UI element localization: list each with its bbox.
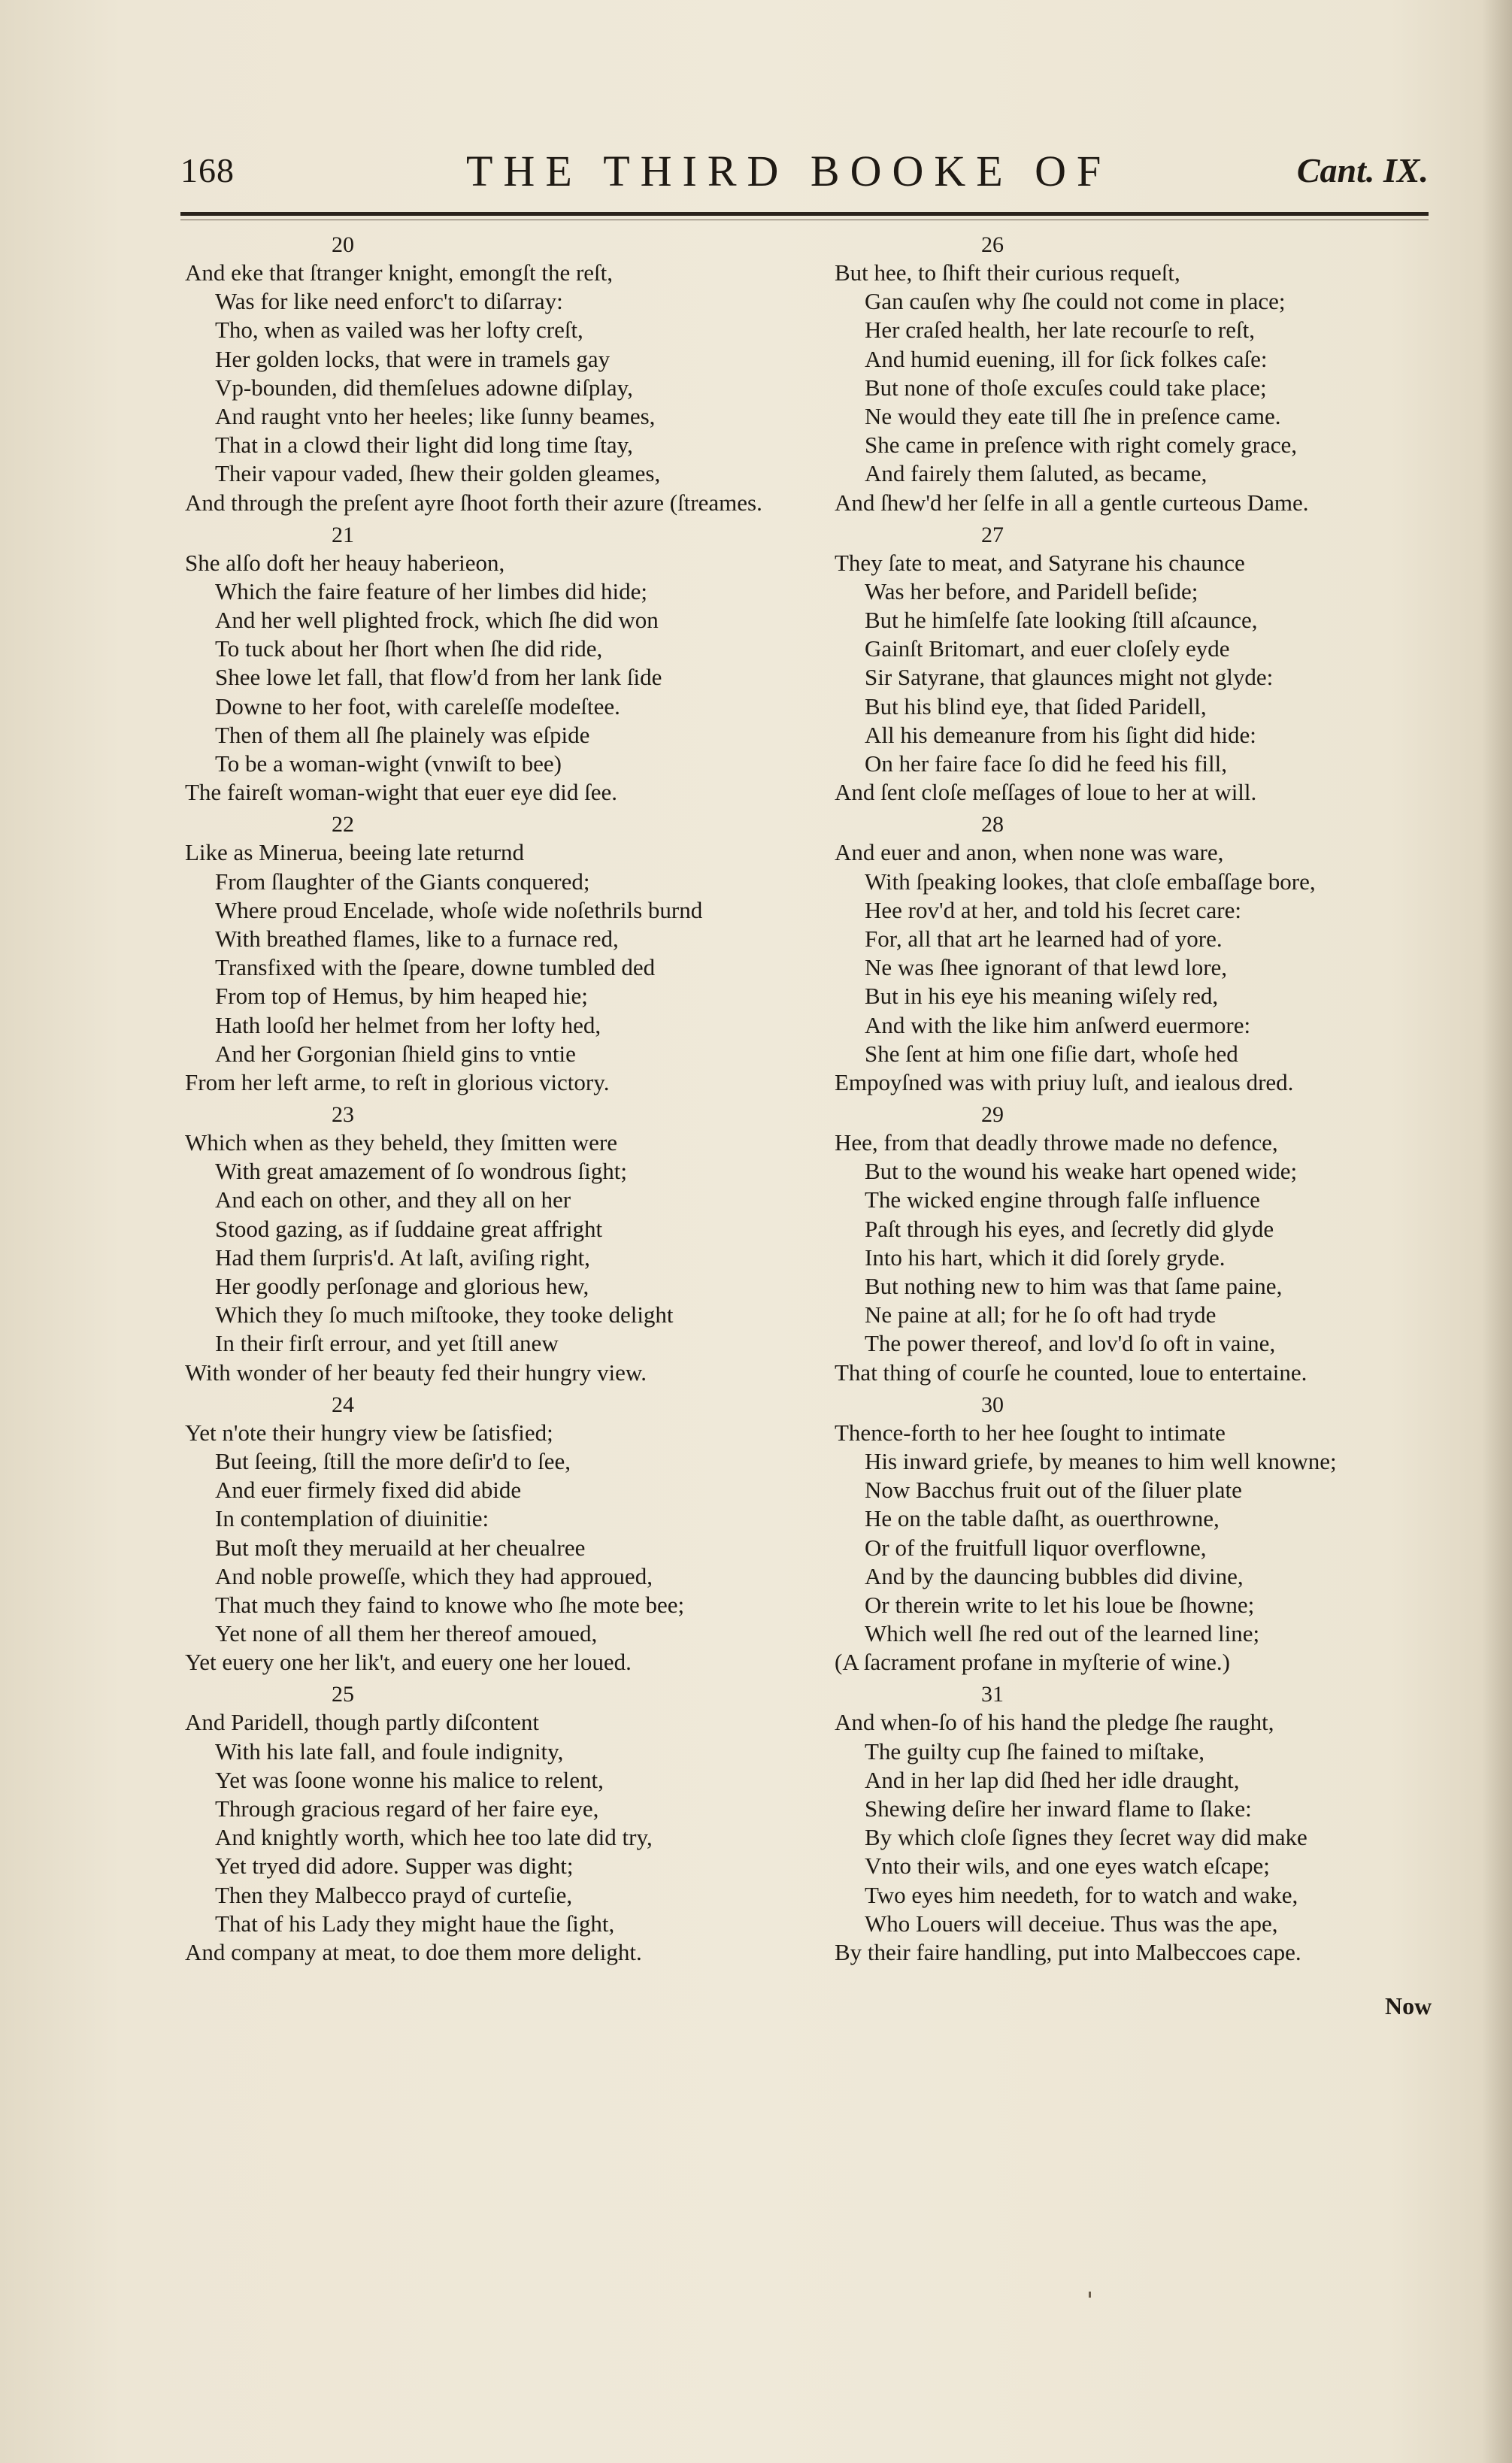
verse-line: That much they faind to knowe who ſhe mote bee; — [215, 1591, 685, 1618]
verse-line: And euer firmely fixed did abide — [215, 1477, 522, 1504]
verse-line: Which when as they beheld, they ſmitten were — [185, 1129, 618, 1156]
verse-line: With ſpeaking lookes, that cloſe embaſſage bore, — [865, 868, 1316, 895]
verse-line: But nothing new to him was that ſame paine, — [865, 1273, 1283, 1299]
verse-line: Transfixed with the ſpeare, downe tumbled ded — [215, 954, 656, 981]
verse-line: She came in preſence with right comely grace, — [865, 432, 1297, 459]
verse-line: The wicked engine through falſe influence — [865, 1186, 1260, 1213]
verse-line: That in a clowd their light did long time ſtay, — [215, 432, 633, 459]
stanza-number: 28 — [981, 812, 1004, 838]
verse-line: For, all that art he learned had of yore. — [865, 925, 1223, 952]
verse-line: But none of thoſe excuſes could take place; — [865, 374, 1267, 401]
verse-line: But ſeeing, ſtill the more deſir'd to ſee, — [215, 1447, 571, 1474]
stanza-number: 27 — [981, 522, 1004, 547]
page-fold-shadow — [1482, 0, 1512, 2463]
stanza — [185, 1681, 801, 1967]
verse-line: She ſent at him one fiſie dart, whoſe hed — [865, 1040, 1238, 1067]
verse-line: His inward griefe, by meanes to him well knowne; — [865, 1447, 1337, 1474]
verse-line: Shewing deſire her inward flame to ſlake: — [865, 1795, 1252, 1822]
verse-line: But in his eye his meaning wiſely red, — [865, 983, 1219, 1010]
verse-line: Or therein write to let his loue be ſhowne; — [865, 1591, 1255, 1618]
verse-line: Sir Satyrane, that glaunces might not glyde: — [865, 664, 1274, 691]
verse-line: And noble proweſſe, which they had approued, — [215, 1562, 653, 1589]
verse-line: Shee lowe let fall, that flow'd from her lank ſide — [215, 664, 662, 691]
verse-line: Vnto their wils, and one eyes watch eſcape; — [865, 1853, 1270, 1880]
page-header — [180, 144, 1429, 204]
stanza — [185, 1392, 801, 1677]
verse-line: Had them ſurpris'd. At laſt, aviſing right, — [215, 1244, 590, 1271]
verse-line: She alſo doft her heauy haberieon, — [185, 549, 505, 576]
verse-line: Then of them all ſhe plainely was eſpide — [215, 721, 590, 748]
stanza-number: 25 — [332, 1682, 354, 1707]
verse-line: Her craſed health, her late recourſe to reſt, — [865, 317, 1255, 344]
verse-line: Where proud Encelade, whoſe wide noſethrils burnd — [215, 896, 703, 923]
verse-line: Ne paine at all; for he ſo oft had tryde — [865, 1301, 1217, 1328]
verse-line: Gan cauſen why ſhe could not come in place; — [865, 288, 1286, 315]
verse-line: Then they Malbecco prayd of curteſie, — [215, 1881, 573, 1908]
stanza-number: 21 — [332, 522, 354, 547]
verse-line: From ſlaughter of the Giants conquered; — [215, 868, 590, 895]
stanza-number: 24 — [332, 1392, 354, 1417]
verse-line: And raught vnto her heeles; like ſunny beames, — [215, 402, 656, 429]
verse-line: Was her before, and Paridell beſide; — [865, 577, 1198, 604]
verse-line: On her faire face ſo did he feed his fill, — [865, 750, 1228, 777]
verse-line: But to the wound his weake hart opened wide; — [865, 1158, 1298, 1185]
verse-line: And with the like him anſwerd euermore: — [865, 1011, 1251, 1038]
verse-line: All his demeanure from his ſight did hide: — [865, 721, 1256, 748]
verse-line: The guilty cup ſhe fained to miſtake, — [865, 1737, 1204, 1765]
verse-line: But he himſelfe ſate looking ſtill aſcaunce, — [865, 607, 1258, 634]
stanza — [185, 232, 801, 517]
verse-line: Into his hart, which it did ſorely gryde. — [865, 1244, 1226, 1271]
stanza-number: 30 — [981, 1392, 1004, 1417]
verse-line: Two eyes him needeth, for to watch and wake, — [865, 1881, 1298, 1908]
ink-speck — [1089, 2292, 1091, 2298]
verse-line: And company at meat, to doe them more delight. — [185, 1938, 642, 1965]
verse-line: By their faire handling, put into Malbeccoes cape. — [835, 1938, 1301, 1965]
catchword: Now — [1385, 1992, 1432, 2019]
verse-line: Yet euery one her lik't, and euery one her loued. — [185, 1649, 632, 1676]
verse-line: Or of the fruitfull liquor overflowne, — [865, 1534, 1207, 1561]
stanza — [835, 522, 1451, 807]
stanza — [185, 1101, 801, 1387]
verse-line: Yet n'ote their hungry view be ſatisfied; — [185, 1419, 553, 1446]
verse-line: Paſt through his eyes, and ſecretly did glyde — [865, 1215, 1274, 1242]
stanza-number: 26 — [981, 232, 1004, 257]
header-rule — [180, 212, 1429, 216]
running-head: THE THIRD BOOKE OF — [466, 147, 1112, 195]
verse-line: Tho, when as vailed was her lofty creſt, — [215, 317, 583, 344]
verse-line: Ne was ſhee ignorant of that lewd lore, — [865, 954, 1228, 981]
verse-line: And fairely them ſaluted, as became, — [865, 460, 1207, 487]
verse-line: And humid euening, ill for ſick folkes caſe: — [865, 345, 1268, 372]
stanza-number: 31 — [981, 1682, 1004, 1707]
stanza-number: 29 — [981, 1102, 1004, 1128]
stanza-number: 20 — [332, 232, 354, 257]
page-number: 168 — [180, 151, 235, 189]
verse-line: Thence-forth to her hee ſought to intimate — [835, 1419, 1226, 1446]
verse-line: By which cloſe ſignes they ſecret way did make — [865, 1824, 1307, 1851]
verse-line: To be a woman-wight (vnwiſt to bee) — [215, 750, 562, 777]
right-column — [835, 232, 1451, 1971]
stanza — [835, 811, 1451, 1097]
verse-line: (A ſacrament profane in myſterie of wine.) — [835, 1649, 1230, 1676]
verse-line: Yet was ſoone wonne his malice to relent, — [215, 1766, 604, 1793]
stanza — [835, 1392, 1451, 1677]
verse-line: And knightly worth, which hee too late did try, — [215, 1824, 653, 1851]
verse-line: With great amazement of ſo wondrous ſight; — [215, 1158, 627, 1185]
verse-line: But moſt they meruaild at her cheualree — [215, 1534, 586, 1561]
verse-line: That of his Lady they might haue the ſight, — [215, 1910, 615, 1937]
verse-line: The faireſt woman-wight that euer eye did ſee. — [185, 779, 617, 806]
verse-line: Empoyſned was with priuy luſt, and iealous dred. — [835, 1068, 1294, 1095]
stanza-number: 23 — [332, 1102, 354, 1128]
verse-line: From top of Hemus, by him heaped hie; — [215, 983, 588, 1010]
verse-line: And by the dauncing bubbles did divine, — [865, 1562, 1244, 1589]
verse-line: Their vapour vaded, ſhew their golden gleames, — [215, 460, 661, 487]
verse-line: And through the preſent ayre ſhoot forth their azure (ſtreames. — [185, 489, 762, 516]
verse-line: And eke that ſtranger knight, emongſt the reſt, — [185, 259, 614, 286]
stanza — [185, 811, 801, 1097]
verse-line: And when-ſo of his hand the pledge ſhe raught, — [835, 1709, 1274, 1736]
verse-line: But his blind eye, that ſided Paridell, — [865, 692, 1207, 720]
verse-line: Hath looſd her helmet from her lofty hed, — [215, 1011, 601, 1038]
verse-line: Which the faire feature of her limbes did hide; — [215, 577, 647, 604]
verse-line: To tuck about her ſhort when ſhe did ride, — [215, 635, 603, 662]
stanza — [185, 522, 801, 807]
verse-line: And Paridell, though partly diſcontent — [185, 1709, 539, 1736]
verse-line: But hee, to ſhift their curious requeſt, — [835, 259, 1180, 286]
verse-line: And in her lap did ſhed her idle draught, — [865, 1766, 1240, 1793]
verse-line: Was for like need enforc't to diſarray: — [215, 288, 563, 315]
verse-line: They ſate to meat, and Satyrane his chaunce — [835, 549, 1245, 576]
verse-line: Yet tryed did adore. Supper was dight; — [215, 1853, 574, 1880]
verse-line: Through gracious regard of her faire eye, — [215, 1795, 599, 1822]
verse-line: And her well plighted frock, which ſhe did won — [215, 607, 659, 634]
left-column — [185, 232, 801, 1971]
verse-line: Her golden locks, that were in tramels gay — [215, 345, 611, 372]
verse-line: In contemplation of diuinitie: — [215, 1505, 489, 1532]
stanza — [835, 232, 1451, 517]
verse-line: And ſent cloſe meſſages of loue to her at will. — [835, 779, 1257, 806]
verse-line: With wonder of her beauty fed their hungry view. — [185, 1359, 647, 1386]
verse-line: That thing of courſe he counted, loue to entertaine. — [835, 1359, 1307, 1386]
canto-label: Cant. IX. — [1296, 151, 1429, 189]
verse-line: With breathed flames, like to a furnace red, — [215, 925, 619, 952]
verse-line: And her Gorgonian ſhield gins to vntie — [215, 1040, 576, 1067]
verse-line: Downe to her foot, with careleſſe modeſtee. — [215, 692, 620, 720]
verse-line: Ne would they eate till ſhe in preſence came. — [865, 402, 1281, 429]
verse-line: Now Bacchus fruit out of the ſiluer plate — [865, 1477, 1242, 1504]
stanza — [835, 1101, 1451, 1387]
verse-line: Hee rov'd at her, and told his ſecret care: — [865, 896, 1241, 923]
verse-line: And euer and anon, when none was ware, — [835, 839, 1224, 866]
verse-line: And each on other, and they all on her — [215, 1186, 571, 1213]
verse-line: Vp-bounden, did themſelues adowne diſplay, — [215, 374, 633, 401]
stanza — [835, 1681, 1451, 1967]
verse-line: Who Louers will deceiue. Thus was the ape, — [865, 1910, 1278, 1937]
verse-line: Hee, from that deadly throwe made no defence, — [835, 1129, 1278, 1156]
verse-line: Which they ſo much miſtooke, they tooke delight — [215, 1301, 674, 1328]
verse-line: From her left arme, to reſt in glorious victory. — [185, 1068, 610, 1095]
verse-line: Her goodly perſonage and glorious hew, — [215, 1273, 589, 1299]
verse-line: And ſhew'd her ſelfe in all a gentle curteous Dame. — [835, 489, 1309, 516]
verse-line: Which well ſhe red out of the learned line; — [865, 1620, 1260, 1647]
verse-line: Like as Minerua, beeing late returnd — [185, 839, 525, 866]
verse-line: With his late fall, and foule indignity, — [215, 1737, 564, 1765]
verse-line: Stood gazing, as if ſuddaine great affright — [215, 1215, 603, 1242]
verse-line: He on the table daſht, as ouerthrowne, — [865, 1505, 1220, 1532]
verse-line: Gainſt Britomart, and euer cloſely eyde — [865, 635, 1230, 662]
stanza-number: 22 — [332, 812, 354, 838]
verse-line: The power thereof, and lov'd ſo oft in vaine, — [865, 1330, 1276, 1357]
verse-line: Yet none of all them her thereof amoued, — [215, 1620, 598, 1647]
verse-line: In their firſt errour, and yet ſtill anew — [215, 1330, 559, 1357]
